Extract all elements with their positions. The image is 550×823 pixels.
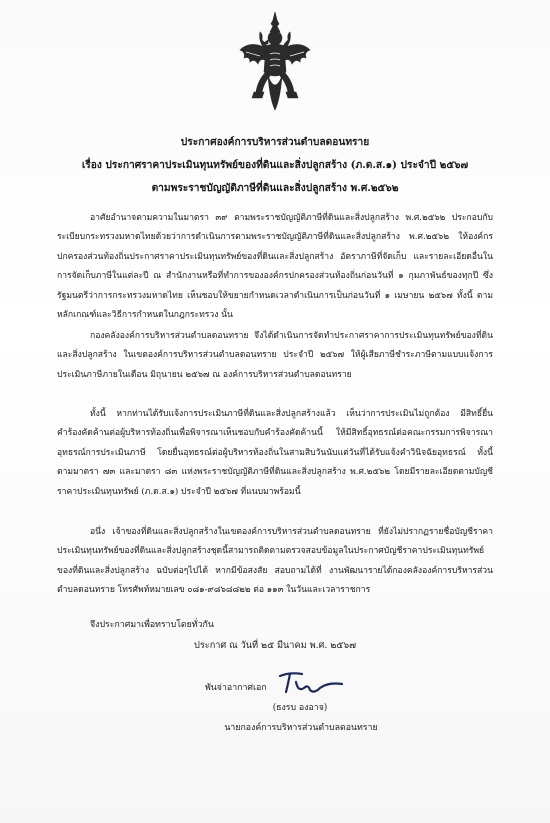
signer-position: นายกองค์การบริหารส่วนตำบลดอนทราย xyxy=(224,723,378,733)
announcement-date: ประกาศ ณ วันที่ ๒๕ มีนาคม พ.ศ. ๒๕๖๗ xyxy=(194,640,356,651)
garuda-emblem-icon xyxy=(236,10,314,122)
law-reference-line: ตามพระราชบัญญัติภาษีที่ดินและสิ่งปลูกสร้าง พ.ศ.๒๕๖๒ xyxy=(151,182,399,194)
paragraph-appeal: ทั้งนี้ หากท่านได้รับแจ้งการประเมินภาษีที่ดินและสิ่งปลูกสร้างแล้ว เห็นว่าการประเมินไม่ถูกต้อง มีสิทธิ์ยื่นคำร้องคัดค้านต่อผู้บริหารท้องถิ่นเพื่อพิจารณาเห็นชอบกับคำร้องคัดค้านนี้ ให้มีสิทธิ์อุทธรณ์ต่อคณะกรรมการพิจารณาอุทธรณ์การประเมินภาษี โดยยื่นอุทธรณ์ต่อผู้บริหารท้องถิ่นในสามสิบวันนับแต่วันที่ได้รับแจ้งคำวินิจฉัยอุทธรณ์ ทั้งนี้ ตามมาตรา ๗๓ และมาตรา ๘๓ แห่งพระราชบัญญัติภาษีที่ดินและสิ่งปลูกสร้าง พ.ศ.๒๕๖๒ โดยมีรายละเอียดตามบัญชีราคาประเมินทุนทรัพย์ (ภ.ด.ส.๑) ประจำปี ๒๕๖๗ ที่แนบมาพร้อมนี้ xyxy=(57,409,493,497)
paragraph-contact: อนึ่ง เจ้าของที่ดินและสิ่งปลูกสร้างในเขตองค์การบริหารส่วนตำบลดอนทราย ที่ยังไม่ปรากฏรายชื่อบัญชีราคาประเมินทุนทรัพย์ของที่ดินและสิ่งปลูกสร้างชุดนี้สามารถติดตามตรวจสอบข้อมูลในประกาศบัญชีราคาประเมินทุนทรัพย์ของที่ดินและสิ่งปลูกสร้าง ฉบับต่อๆไปได้ หากมีข้อสงสัย สอบถามได้ที่ งานพัฒนารายได้กองคลังองค์การบริหารส่วนตำบลดอนทราย โทรศัพท์หมายเลข ๐๘๑-๙๘๖๘๘๒๒ ต่อ ๑๑๓ ในวันและเวลาราชการ xyxy=(57,527,493,596)
subject-line: เรื่อง ประกาศราคาประเมินทุนทรัพย์ของที่ดินและสิ่งปลูกสร้าง (ภ.ด.ส.๑) ประจำปี ๒๕๖๗ xyxy=(81,159,469,171)
signer-rank: พันจ่าอากาศเอก xyxy=(205,683,267,693)
organization-heading: ประกาศองค์การบริหารส่วนตำบลดอนทราย xyxy=(180,136,370,148)
signer-name: (ธงรบ องอาจ) xyxy=(272,703,328,713)
paragraph-assessment: กองคลังองค์การบริหารส่วนตำบลดอนทราย จึงได้ดำเนินการจัดทำประกาศราคาการประเมินทุนทรัพย์ของที่ดินและสิ่งปลูกสร้าง ในเขตองค์การบริหารส่วนตำบลดอนทราย ประจำปี ๒๕๖๗ ให้ผู้เสียภาษีชำระภาษีตามแบบแจ้งการประเมินภาษีภายในเดือน มิถุนายน ๒๕๖๗ ณ องค์การบริหารส่วนตำบลดอนทราย xyxy=(57,331,493,380)
handwritten-signature-icon xyxy=(272,662,354,702)
closing-statement: จึงประกาศมาเพื่อทราบโดยทั่วกัน xyxy=(90,620,214,630)
paragraph-authority: อาศัยอำนาจตามความในมาตรา ๓๙ ตามพระราชบัญญัติภาษีที่ดินและสิ่งปลูกสร้าง พ.ศ.๒๕๖๒ ประกอบกับระเบียบกระทรวงมหาดไทยด้วยว่าการดำเนินการตามพระราชบัญญัติภาษีที่ดินและสิ่งปลูกสร้าง พ.ศ.๒๕๖๒ ให้องค์กรปกครองส่วนท้องถิ่นประกาศราคาประเมินทุนทรัพย์ของที่ดินและสิ่งปลูกสร้าง อัตราภาษีที่จัดเก็บ และรายละเอียดอื่นในการจัดเก็บภาษีในแต่ละปี ณ สำนักงานหรือที่ทำการขององค์กรปกครองส่วนท้องถิ่นก่อนวันที่ ๑ กุมภาพันธ์ของทุกปี ซึ่งรัฐมนตรีว่าการกระทรวงมหาดไทย เห็นชอบให้ขยายกำหนดเวลาดำเนินการเป็นก่อนวันที่ ๑ เมษายน ๒๕๖๗ ทั้งนี้ ตามหลักเกณฑ์และวิธีการกำหนดในกฎกระทรวง นั้น xyxy=(57,213,493,321)
